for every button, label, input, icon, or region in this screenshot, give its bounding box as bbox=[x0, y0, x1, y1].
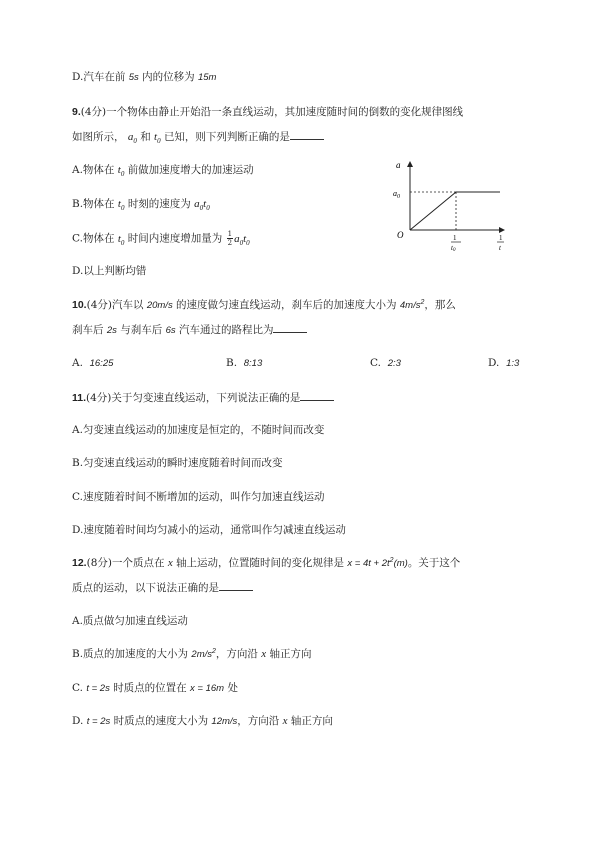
q12-stem-1b: 轴上运动，位置随时间的变化规律是 bbox=[176, 557, 345, 569]
q12-option-b-prefix: B.质点的加速度的大小为 bbox=[72, 648, 189, 660]
q10-option-b-label: B. bbox=[226, 357, 238, 369]
q12-option-b-suffix: 轴正方向 bbox=[269, 648, 312, 660]
q10-option-d-label: D. bbox=[488, 357, 500, 369]
q12-option-d[interactable] bbox=[72, 714, 333, 729]
q9-option-d-text: D.以上判断均错 bbox=[72, 265, 147, 277]
q12-option-c-prefix: C. bbox=[72, 682, 83, 694]
q10-option-b-value: 8:13 bbox=[243, 358, 263, 369]
q11-answer-blank[interactable] bbox=[300, 390, 334, 401]
q9-t0: $t_0$ bbox=[154, 131, 161, 146]
q12-option-c-suffix: 处 bbox=[227, 682, 238, 694]
q11-stem-text: 关于匀变速直线运动，下列说法正确的是 bbox=[111, 392, 301, 404]
q9-answer-blank[interactable] bbox=[290, 129, 324, 140]
q12-stem-2: 质点的运动，以下说法正确的是 bbox=[72, 582, 219, 594]
q12-option-d-x: x bbox=[282, 715, 288, 727]
q9-option-a-prefix: A.物体在 bbox=[72, 164, 115, 176]
q12-x-var: x bbox=[167, 557, 173, 569]
q9-option-a-suffix: 前做加速度增大的加速运动 bbox=[127, 164, 254, 176]
q9-graph-x-tick-den: t0 bbox=[451, 244, 456, 253]
q9-option-c[interactable] bbox=[72, 230, 250, 247]
q11-option-b[interactable]: B.匀变速直线运动的瞬时速度随着时间而改变 bbox=[72, 457, 283, 469]
q8-option-d-text: D.汽车在前 bbox=[72, 71, 126, 83]
q12-answer-blank[interactable] bbox=[219, 580, 253, 591]
q12-option-d-mid: 时质点的速度大小为 bbox=[113, 715, 209, 727]
q10-option-b[interactable] bbox=[226, 356, 262, 371]
q10-option-d[interactable] bbox=[488, 356, 519, 371]
q9-graph-origin: O bbox=[397, 230, 404, 240]
q9-option-c-t0: $t_0$ bbox=[117, 232, 125, 247]
q10-stem-line-2 bbox=[72, 322, 307, 338]
q10-speed: 20m/s bbox=[146, 300, 173, 311]
q12-score: (8分) bbox=[86, 557, 112, 569]
q9-stem-2a: 如图所示， bbox=[72, 131, 125, 143]
q12-stem-1a: 一个质点在 bbox=[111, 557, 165, 569]
q11-option-d[interactable]: D.速度随着时间均匀减小的运动，通常叫作匀减速直线运动 bbox=[72, 524, 346, 536]
q12-option-c-time: t = 2s bbox=[86, 683, 110, 694]
q10-option-c-label: C. bbox=[370, 357, 381, 369]
q9-option-b-prefix: B.物体在 bbox=[72, 198, 115, 210]
q12-option-b-acc: $2m/s^2$ bbox=[191, 647, 216, 660]
q9-and: 和 bbox=[140, 131, 151, 143]
q12-stem-line-1 bbox=[72, 556, 460, 571]
q10-score: (4分) bbox=[86, 299, 112, 311]
q12-stem-line-2 bbox=[72, 580, 253, 595]
q10-option-a-value: 16:25 bbox=[89, 358, 114, 369]
q10-stem-1b: 的速度做匀速直线运动，刹车后的加速度大小为 bbox=[176, 299, 397, 311]
q10-time-1: 2s bbox=[106, 325, 117, 336]
q9-graph-x-axis-den: t bbox=[499, 244, 501, 252]
q9-stem-1: 一个物体由静止开始沿一条直线运动，其加速度随时间的倒数的变化规律图线 bbox=[106, 106, 464, 118]
q9-number: 9. bbox=[72, 106, 81, 118]
q9-option-c-prefix: C.物体在 bbox=[72, 232, 115, 245]
q11-score: (4分) bbox=[86, 392, 112, 404]
q10-acceleration: $4m/s^2$ bbox=[399, 298, 425, 311]
q12-option-c-pos: x = 16m bbox=[190, 683, 225, 694]
q9-graph-y-label: a bbox=[396, 160, 401, 170]
q12-option-b-x: x bbox=[261, 648, 267, 660]
q9-option-b-mid: 时刻的速度为 bbox=[127, 198, 191, 210]
q12-option-a[interactable]: A.质点做匀加速直线运动 bbox=[72, 615, 188, 627]
q10-option-d-value: 1:3 bbox=[506, 358, 520, 369]
q8-option-d-text-2: 内的位移为 bbox=[142, 71, 195, 83]
q9-option-b[interactable] bbox=[72, 197, 210, 211]
q10-stem-2b: 与刹车后 bbox=[120, 324, 163, 336]
q12-option-c-mid: 时质点的位置在 bbox=[113, 682, 187, 694]
q12-option-c[interactable] bbox=[72, 681, 238, 696]
q10-option-a-label: A. bbox=[72, 357, 83, 369]
q11-stem bbox=[72, 390, 334, 405]
q11-option-a[interactable]: A.匀变速直线运动的加速度是恒定的，不随时间而改变 bbox=[72, 424, 325, 436]
q10-stem-1c: ，那么 bbox=[424, 299, 456, 311]
q12-option-d-mid2: ，方向沿 bbox=[237, 715, 280, 727]
q12-option-b[interactable] bbox=[72, 647, 311, 662]
q10-stem-2c: 汽车通过的路程比为 bbox=[178, 324, 274, 336]
q9-a0: $a_0$ bbox=[127, 131, 137, 146]
q9-graph-y-tick: $a_0$ bbox=[393, 189, 400, 200]
q12-option-d-suffix: 轴正方向 bbox=[290, 715, 333, 727]
q9-option-a[interactable] bbox=[72, 163, 254, 177]
q9-option-b-value: $a_0t_0$ bbox=[194, 198, 210, 213]
q12-number: 12. bbox=[72, 557, 87, 569]
q10-option-a[interactable] bbox=[72, 356, 113, 371]
q10-option-c-value: 2:3 bbox=[387, 358, 401, 369]
q8-displacement: 15m bbox=[197, 72, 217, 83]
q9-option-d[interactable] bbox=[72, 264, 146, 278]
q9-option-c-value: $a_0t_0$ bbox=[234, 232, 250, 247]
q12-equation: $x = 4t + 2t^2(m)$ bbox=[347, 556, 408, 569]
q12-option-b-mid: ，方向沿 bbox=[215, 648, 258, 660]
q9-option-c-mid: 时间内速度增加量为 bbox=[127, 232, 223, 245]
q10-stem-2a: 刹车后 bbox=[72, 324, 104, 336]
q10-stem-line-1 bbox=[72, 298, 456, 313]
q9-graph-x-axis-num: 1 bbox=[499, 234, 503, 242]
q9-graph-rising-line bbox=[410, 192, 456, 230]
q11-option-c[interactable]: C.速度随着时间不断增加的运动，叫作匀加速直线运动 bbox=[72, 491, 325, 503]
q9-graph bbox=[390, 158, 510, 258]
q9-stem-2b: 已知，则下列判断正确的是 bbox=[163, 131, 290, 143]
q9-stem-line-1 bbox=[72, 105, 463, 119]
q9-option-b-t0: $t_0$ bbox=[117, 198, 125, 213]
q9-score: (4分) bbox=[80, 106, 107, 118]
q10-answer-blank[interactable] bbox=[273, 322, 307, 333]
q8-time: 5s bbox=[128, 72, 139, 83]
q9-graph-x-tick-num: 1 bbox=[453, 234, 457, 242]
q9-stem-line-2 bbox=[72, 129, 324, 144]
q8-option-d[interactable] bbox=[72, 70, 216, 85]
q9-option-c-half: $\frac{1}{2}$ bbox=[227, 230, 233, 247]
q10-option-c[interactable] bbox=[370, 356, 401, 371]
q12-option-d-prefix: D. bbox=[72, 715, 84, 727]
q9-option-a-t0: $t_0$ bbox=[117, 164, 125, 179]
q10-time-2: 6s bbox=[165, 325, 176, 336]
q10-stem-1a: 汽车以 bbox=[111, 299, 144, 311]
q12-option-d-speed: 12m/s bbox=[211, 716, 238, 727]
q11-number: 11. bbox=[72, 392, 87, 404]
q12-option-d-time: t = 2s bbox=[86, 716, 111, 727]
q10-number: 10. bbox=[72, 299, 87, 311]
q12-stem-1c: 。关于这个 bbox=[407, 557, 461, 569]
